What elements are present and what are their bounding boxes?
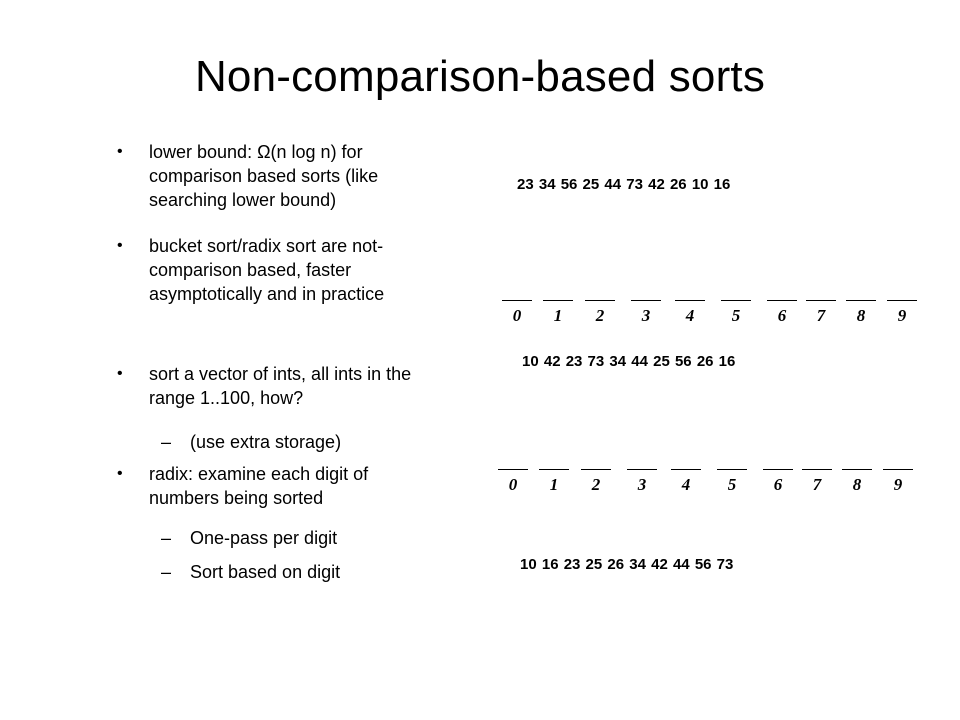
bullet-marker: • <box>117 465 123 482</box>
bucket-digit-label: 7 <box>812 475 822 494</box>
bucket-slot-line <box>717 469 747 470</box>
bucket-digit-label: 6 <box>777 306 787 325</box>
bullet-line: lower bound: Ω(n log n) for <box>149 142 363 162</box>
bucket-slot-line <box>581 469 611 470</box>
sequence-after-pass-one: 10 42 23 73 34 44 25 56 26 16 <box>522 353 736 370</box>
bucket-digit-label: 4 <box>681 475 691 494</box>
bullet-line: radix: examine each digit of <box>149 464 369 484</box>
dash-marker: – <box>161 528 172 548</box>
bucket-slot-line <box>631 300 661 301</box>
bucket-slot-line <box>767 300 797 301</box>
bucket-slot-line <box>543 300 573 301</box>
bucket-digit-label: 3 <box>637 475 647 494</box>
bucket-row-1 <box>0 298 960 338</box>
bullet-line: (use extra storage) <box>190 432 342 452</box>
bucket-digit-label: 9 <box>897 306 907 325</box>
bullet-text <box>149 362 411 410</box>
bucket-slot-line <box>721 300 751 301</box>
bucket-digit-label: 2 <box>591 475 601 494</box>
bucket-slot-line <box>539 469 569 470</box>
bucket-digit-label: 1 <box>553 306 563 325</box>
bullet-line: bucket sort/radix sort are not- <box>149 236 384 256</box>
dash-marker: – <box>161 432 172 452</box>
bullet-text <box>190 560 340 584</box>
bucket-slot-line <box>887 300 917 301</box>
bucket-slot-line <box>763 469 793 470</box>
bucket-slot-line <box>675 300 705 301</box>
bucket-digit-label: 4 <box>685 306 695 325</box>
bucket-slot-line <box>883 469 913 470</box>
bucket-digit-label: 1 <box>549 475 559 494</box>
dash-marker: – <box>161 562 172 582</box>
bucket-digit-label: 6 <box>773 475 783 494</box>
bucket-slot-line <box>498 469 528 470</box>
bullet-line: One-pass per digit <box>190 528 338 548</box>
bullet-marker: • <box>117 143 123 160</box>
sequence-sorted: 10 16 23 25 26 34 42 44 56 73 <box>520 556 734 573</box>
bucket-digit-label: 5 <box>731 306 741 325</box>
bucket-digit-label: 8 <box>856 306 866 325</box>
bucket-slot-line <box>502 300 532 301</box>
bullet-marker: • <box>117 365 123 382</box>
bullet-line: range 1..100, how? <box>149 388 304 408</box>
bullet-line: comparison based sorts (like <box>149 166 379 186</box>
bullet-line: asymptotically and in practice <box>149 284 385 304</box>
bucket-row-2 <box>0 467 960 507</box>
bucket-digit-label: 2 <box>595 306 605 325</box>
bullet-marker: • <box>117 237 123 254</box>
slide-title: Non-comparison-based sorts <box>194 52 766 101</box>
bucket-digit-label: 0 <box>512 306 522 325</box>
bucket-digit-label: 3 <box>641 306 651 325</box>
bullet-line: Sort based on digit <box>190 562 341 582</box>
bucket-slot-line <box>806 300 836 301</box>
bullet-text <box>190 430 341 454</box>
bucket-slot-line <box>802 469 832 470</box>
bucket-digit-label: 9 <box>893 475 903 494</box>
bucket-slot-line <box>585 300 615 301</box>
bullet-text <box>149 234 384 306</box>
bucket-slot-line <box>846 300 876 301</box>
bullet-text <box>190 526 337 550</box>
bucket-slot-line <box>842 469 872 470</box>
bullet-line: searching lower bound) <box>149 190 337 210</box>
bucket-digit-label: 8 <box>852 475 862 494</box>
bucket-slot-line <box>627 469 657 470</box>
bullet-line: sort a vector of ints, all ints in the <box>149 364 412 384</box>
bucket-digit-label: 7 <box>816 306 826 325</box>
bullet-text <box>149 140 378 212</box>
bucket-digit-label: 0 <box>508 475 518 494</box>
bullet-line: comparison based, faster <box>149 260 352 280</box>
bullet-line: numbers being sorted <box>149 488 324 508</box>
sequence-initial: 23 34 56 25 44 73 42 26 10 16 <box>517 176 731 193</box>
bucket-digit-label: 5 <box>727 475 737 494</box>
bucket-slot-line <box>671 469 701 470</box>
